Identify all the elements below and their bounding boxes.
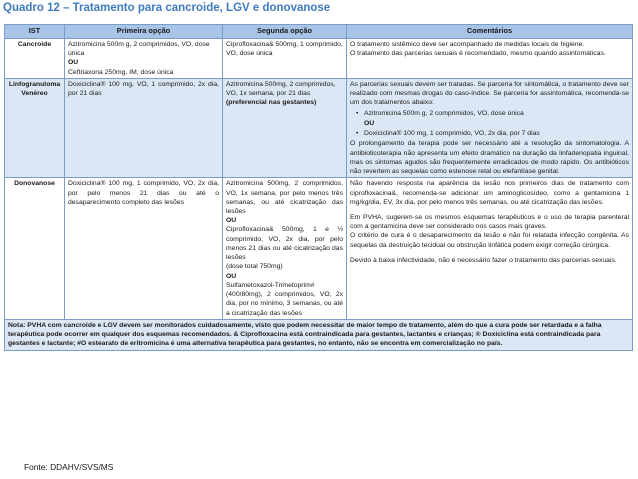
cell-second-option bbox=[223, 78, 347, 177]
partner-treatment-list bbox=[356, 129, 629, 138]
comment-text: Em PVHA, sugerem-se os mesmos esquemas terapêuticos e o uso de terapia parenteral com a gentamicina deve ser considerado nos casos mais graves. bbox=[350, 213, 629, 231]
source-caption: Fonte: DDAHV/SVS/MS bbox=[24, 462, 114, 472]
drug-line: Ciprofloxacina& 500mg, 1 comprimido, VO, dose única bbox=[226, 41, 343, 58]
cell-first-option bbox=[65, 78, 223, 177]
drug-line: Sulfametoxazol-Trimetoprim# (400/80mg), 2 comprimidos, VO, 2x dia, por no mínimo, 3 semanas, ou até a cicatrização das lesões bbox=[226, 281, 343, 317]
partner-treatment-list bbox=[356, 109, 629, 118]
cell-second-option bbox=[223, 39, 347, 79]
header-comments: Comentários bbox=[347, 25, 633, 39]
drug-line: Ciprofloxacina& 500mg, 1 e ½ comprimido, VO, 2x dia, por pelo menos 21 dias ou até cicatrização das lesões bbox=[226, 226, 343, 262]
header-second-option: Segunda opção bbox=[223, 25, 347, 39]
drug-line: Doxiciclina® 100 mg, VO, 1 comprimido, 2x dia, por 21 dias bbox=[68, 80, 219, 98]
header-ist: IST bbox=[5, 25, 65, 39]
cell-ist: Linfogranuloma Venéreo bbox=[5, 78, 65, 177]
table-note: Nota: PVHA com cancroide e LGV devem ser monitorados cuidadosamente, visto que podem necessitar de maior tempo de tratamento, além do que a cura pode ser retardada e a falha terapêutica pode ocorrer em qualquer dos esquemas recomendados. & Ciprofloxacina está contraindicada para gestantes, lactantes e crianças; ® Doxiciclina está contraindicada para gestantes e lactante; #O estearato de eritromicina é uma alternativa terapêutica para gestantes, no entanto, não se encontra em comercialização no país. bbox=[5, 319, 633, 350]
comment-text: O critério de cura é o desaparecimento da lesão e não foi relatada infecção congênita. As sequelas da destruição tecidual ou obstrução linfática podem exigir correção cirúrgica. bbox=[350, 232, 629, 249]
cell-ist: Donovanose bbox=[5, 178, 65, 320]
cell-comments bbox=[347, 78, 633, 177]
treatment-table bbox=[4, 24, 633, 351]
table-header-row bbox=[5, 25, 633, 39]
table-row bbox=[5, 78, 633, 177]
or-label: OU bbox=[226, 217, 237, 225]
drug-line: Azitromicina 500m g, 2 comprimidos, VO, dose única bbox=[68, 41, 210, 58]
cell-first-option bbox=[65, 39, 223, 79]
or-label: OU bbox=[226, 272, 237, 280]
drug-line: Doxiciclina® 100 mg, 1 comprimido, VO, 2x dia, por pelo menos 21 dias ou até o desaparecimento completo das lesões bbox=[68, 180, 219, 206]
comment-text: Devido à baixa infectividade, não é necessário fazer o tratamento das parcerias sexuais. bbox=[350, 256, 617, 264]
table-row bbox=[5, 178, 633, 320]
dose-total: (dose total 750mg) bbox=[226, 263, 283, 271]
drug-line: Azitromicina 500mg, 2 comprimidos, VO, 1x semana, por pelo menos três semanas, ou até cicatrização das lesões bbox=[226, 180, 343, 215]
preference-note: (preferencial nas gestantes) bbox=[226, 99, 317, 107]
note-row bbox=[5, 319, 633, 350]
cell-ist: Cancroide bbox=[5, 39, 65, 79]
cell-comments bbox=[347, 178, 633, 320]
table-row bbox=[5, 39, 633, 79]
cell-second-option bbox=[223, 178, 347, 320]
comment-text: O tratamento das parcerias sexuais é recomendado, mesmo quando assintomáticas. bbox=[350, 50, 606, 58]
list-item: • Azitromicina 500m g, 2 comprimidos, VO, dose única bbox=[356, 109, 629, 118]
header-first-option: Primeira opção bbox=[65, 25, 223, 39]
list-item: • Doxiciclina® 100 mg, 1 comprimido, VO, 2x dia, por 7 dias bbox=[356, 129, 629, 138]
comment-text: As parcerias sexuais devem ser tratadas. Se parceria for sintomática, o tratamento deve ser realizado com mesmas drogas do caso-índice. Se parceria for assintomática, recomenda-se um dos tratamentos abaixo: bbox=[350, 80, 629, 107]
comment-text: Não havendo resposta na aparência da lesão nos primeiros dias de tratamento com ciprofloxacina&, recomenda-se adicionar um aminoglicosídeo, como a gentamicina 1 mg/kg/dia, EV, 3x dia, por pelo menos três semanas, ou até cicatrização das lesões. bbox=[350, 180, 629, 206]
cell-comments bbox=[347, 39, 633, 79]
comment-text: O tratamento sistêmico deve ser acompanhado de medidas locais de higiene. bbox=[350, 41, 585, 48]
cell-first-option bbox=[65, 178, 223, 320]
or-label: OU bbox=[364, 119, 375, 127]
drug-line: Ceftriaxona 250mg, IM, dose única bbox=[68, 68, 174, 76]
table-title: Quadro 12 – Tratamento para cancroide, LGV e donovanose bbox=[3, 2, 331, 14]
comment-text: O prolongamento da terapia pode ser necessário até a resolução da sintomatologia. A antibioticoterapia não apresenta um efeito dramático na duração da linfadenopatia inguinal, mas os sintomas agudos são frequentemente erradicados de modo rápido. Os antibióticos não revertem as sequelas como estenose retal ou elefantíase genital. bbox=[350, 140, 629, 176]
drug-line: Azitromicina 500mg, 2 comprimidos, VO, 1x semana, por 21 dias bbox=[226, 80, 336, 98]
or-label: OU bbox=[68, 59, 79, 67]
